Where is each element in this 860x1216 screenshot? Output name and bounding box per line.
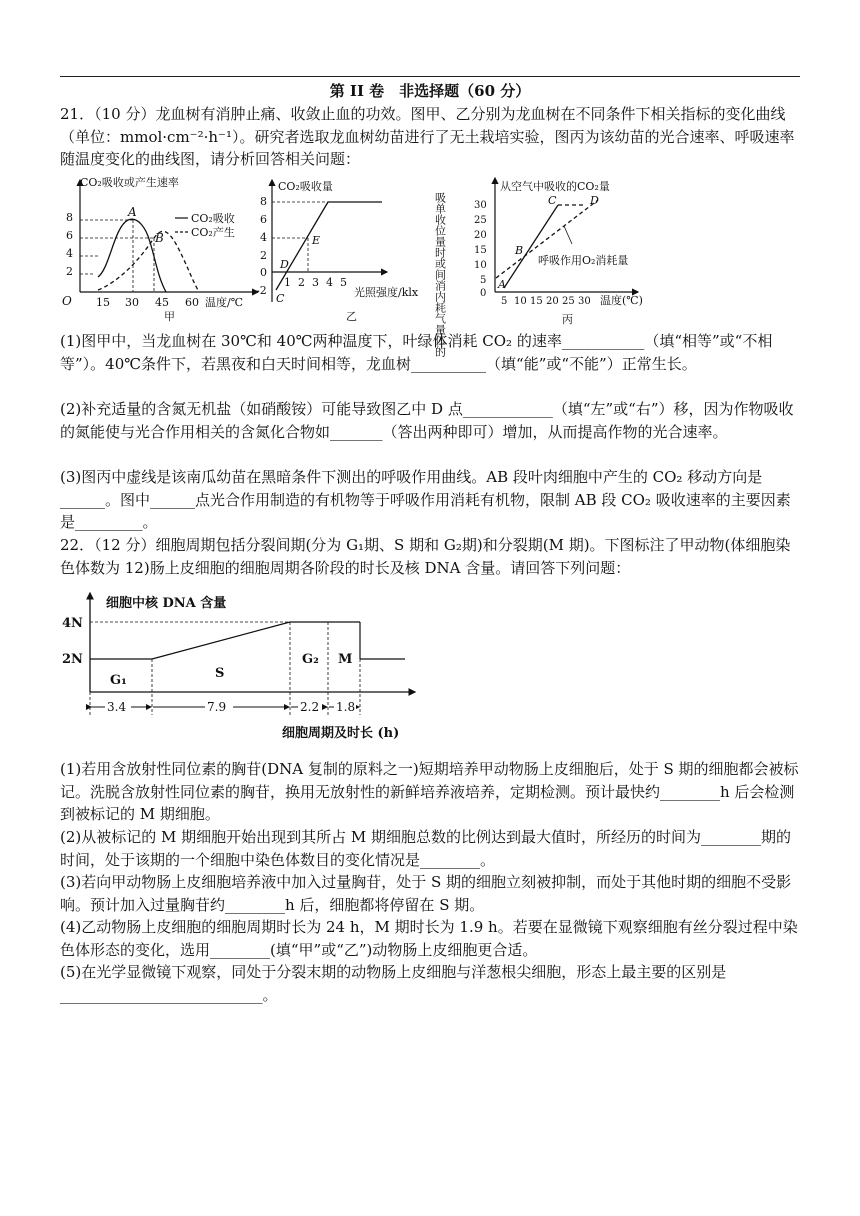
bing-point-b: B <box>515 244 524 257</box>
yi-ytick-8: 8 <box>260 195 267 208</box>
figure-bing <box>433 172 663 357</box>
top-rule <box>60 76 800 77</box>
jia-xtick-15: 15 <box>96 296 110 309</box>
q22-part-2: (2)从被标记的 M 期细胞开始出现到其所占 M 期细胞总数的比例达到最大值时，所经历的时间为________期的时间，处于该期的一个细胞中染色体数目的变化情况是________。 <box>60 828 792 869</box>
section-title: 第 II 卷 非选择题（60 分） <box>329 82 531 100</box>
bing-point-a: A <box>498 278 506 291</box>
bing-xtick-20: 20 <box>546 296 559 307</box>
bing-ytick-5: 5 <box>480 275 487 286</box>
bing-ytick-20: 20 <box>474 230 487 241</box>
yi-point-e: E <box>312 234 321 247</box>
jia-legend-dashed: CO₂产生 <box>191 226 235 239</box>
bing-caption: 丙 <box>562 313 573 326</box>
yi-point-d: D <box>280 258 289 271</box>
yi-ytick-4: 4 <box>260 231 267 244</box>
jia-ytick-6: 6 <box>66 229 73 242</box>
bing-ytick-0: 0 <box>480 288 487 299</box>
bing-ytick-25: 25 <box>474 215 487 226</box>
yi-ytick-0: 0 <box>260 266 267 279</box>
dna-xlabel: 细胞周期及时长 (h) <box>282 726 400 741</box>
dna-phase-s: S <box>215 666 225 681</box>
figure-yi <box>252 172 442 322</box>
bing-ytick-10: 10 <box>474 260 487 271</box>
q22-part-1: (1)若用含放射性同位素的胸苷(DNA 复制的原料之一)短期培养甲动物肠上皮细胞后，处于 S 期的细胞都会被标记。洗脱含放射性同位素的胸苷，换用无放射性的新鲜培养液培养，定期检测。预计最快约________h 后会检测到被标记的 M 期细胞。 <box>60 760 799 823</box>
q22-intro: 22．（12 分）细胞周期包括分裂间期(分为 G₁期、S 期和 G₂期)和分裂期(M 期)。下图标注了甲动物(体细胞染色体数为 12)肠上皮细胞的细胞周期各阶段的时长及核 DNA 含量。请回答下列问题： <box>60 536 791 577</box>
dna-dur-g2: 2.2 <box>300 700 320 714</box>
bing-xtick-25: 25 <box>562 296 575 307</box>
dna-y-2n: 2N <box>62 652 83 667</box>
bing-xtick-15: 15 <box>530 296 543 307</box>
yi-xtick-3: 3 <box>312 276 319 289</box>
jia-xtick-45: 45 <box>155 296 169 309</box>
figure-dna-content <box>60 585 420 745</box>
jia-point-a: A <box>128 205 137 219</box>
bing-point-d: D <box>590 194 599 207</box>
yi-xtick-5: 5 <box>340 276 347 289</box>
q21-part-1: (1)图甲中，当龙血树在 30℃和 40℃两种温度下，叶绿体消耗 CO₂ 的速率___________（填“相等”或“不相等”）。40℃条件下，若黑夜和白天时间相等，龙血树__________（填“能”或“不能”）正常生长。 <box>60 332 773 373</box>
bing-xtick-30: 30 <box>578 296 591 307</box>
dna-phase-g1: G₁ <box>110 673 127 688</box>
yi-xtick-4: 4 <box>326 276 333 289</box>
yi-caption: 乙 <box>346 310 357 323</box>
dna-s-rise <box>152 622 290 659</box>
dna-phase-m: M <box>338 652 353 667</box>
q22-part-4: (4)乙动物肠上皮细胞的细胞周期时长为 24 h，M 期时长为 1.9 h。若要在显微镜下观察细胞有丝分裂过程中染色体形态的变化，选用________(填“甲”或“乙”)动物肠上皮细胞更合适。 <box>60 918 798 959</box>
jia-origin: O <box>62 294 72 308</box>
bing-xtick-5: 5 <box>501 296 508 307</box>
jia-xtick-30: 30 <box>125 296 139 309</box>
jia-ytick-4: 4 <box>66 247 73 260</box>
dna-dur-s: 7.9 <box>207 700 227 714</box>
bing-xlabel: 温度(℃) <box>600 294 643 307</box>
yi-ytick-2: 2 <box>260 249 267 262</box>
dna-phase-g2: G₂ <box>302 652 319 667</box>
q22-part-5: (5)在光学显微镜下观察，同处于分裂末期的动物肠上皮细胞与洋葱根尖细胞，形态上最主要的区别是___________________________。 <box>60 963 727 1004</box>
q21-intro: 21．（10 分）龙血树有消肿止痛、收敛止血的功效。图甲、乙分别为龙血树在不同条件下相关指标的变化曲线（单位：mmol·cm⁻²·h⁻¹）。研究者选取龙血树幼苗进行了无土栽培实验，图丙为该幼苗的光合速率、呼吸速率随温度变化的曲线图，请分析回答相关问题： <box>60 105 795 168</box>
bing-ylabel: 吸单收位量时或间消内耗气量体的 <box>433 192 447 357</box>
bing-ytick-15: 15 <box>474 245 487 256</box>
q21-part-2: (2)补充适量的含氮无机盐（如硝酸铵）可能导致图乙中 D 点____________（填“左”或“右”）移，因为作物吸收的氮能使与光合作用相关的含氮化合物如_______（答出两种即可）增加，从而提高作物的光合速率。 <box>60 400 794 441</box>
figure-jia <box>58 172 270 322</box>
yi-ytick-6: 6 <box>260 213 267 226</box>
jia-xlabel: 温度/℃ <box>205 296 244 309</box>
q22-part-3: (3)若向甲动物肠上皮细胞培养液中加入过量胸苷，处于 S 期的细胞立刻被抑制，而处于其他时期的细胞不受影响。预计加入过量胸苷约________h 后，细胞都将停留在 S 期。 <box>60 873 792 914</box>
yi-ytick-m2: -2 <box>256 284 267 297</box>
jia-point-b: B <box>155 231 164 245</box>
bing-ytick-30: 30 <box>474 200 487 211</box>
jia-ytick-8: 8 <box>66 211 73 224</box>
yi-xlabel: 光照强度/klx <box>354 286 419 299</box>
bing-solid-rise <box>504 205 558 288</box>
yi-xtick-2: 2 <box>298 276 305 289</box>
yi-ylabel: CO₂吸收量 <box>278 180 333 193</box>
jia-legend-solid: CO₂吸收 <box>191 212 235 225</box>
bing-resp-label: 呼吸作用O₂消耗量 <box>538 254 629 267</box>
jia-ytick-2: 2 <box>66 265 73 278</box>
jia-dashed-curve <box>98 231 198 290</box>
dna-dur-m: 1.8 <box>336 700 356 714</box>
dna-ylabel: 细胞中核 DNA 含量 <box>106 596 227 611</box>
dna-y-4n: 4N <box>62 616 83 631</box>
jia-xtick-60: 60 <box>185 296 199 309</box>
jia-caption: 甲 <box>164 310 175 323</box>
yi-xtick-1: 1 <box>284 276 291 289</box>
yi-point-c: C <box>276 292 285 305</box>
bing-top-label: 从空气中吸收的CO₂量 <box>500 180 610 193</box>
q21-part-3: (3)图丙中虚线是该南瓜幼苗在黑暗条件下测出的呼吸作用曲线。AB 段叶肉细胞中产生的 CO₂ 移动方向是______。图中______点光合作用制造的有机物等于呼吸作用消耗有机物，限制 AB 段 CO₂ 吸收速率的主要因素是_________。 <box>60 468 791 531</box>
dna-dur-g1: 3.4 <box>107 700 127 714</box>
jia-ylabel: CO₂吸收或产生速率 <box>80 176 179 189</box>
bing-xtick-10: 10 <box>514 296 527 307</box>
bing-point-c: C <box>548 194 557 207</box>
